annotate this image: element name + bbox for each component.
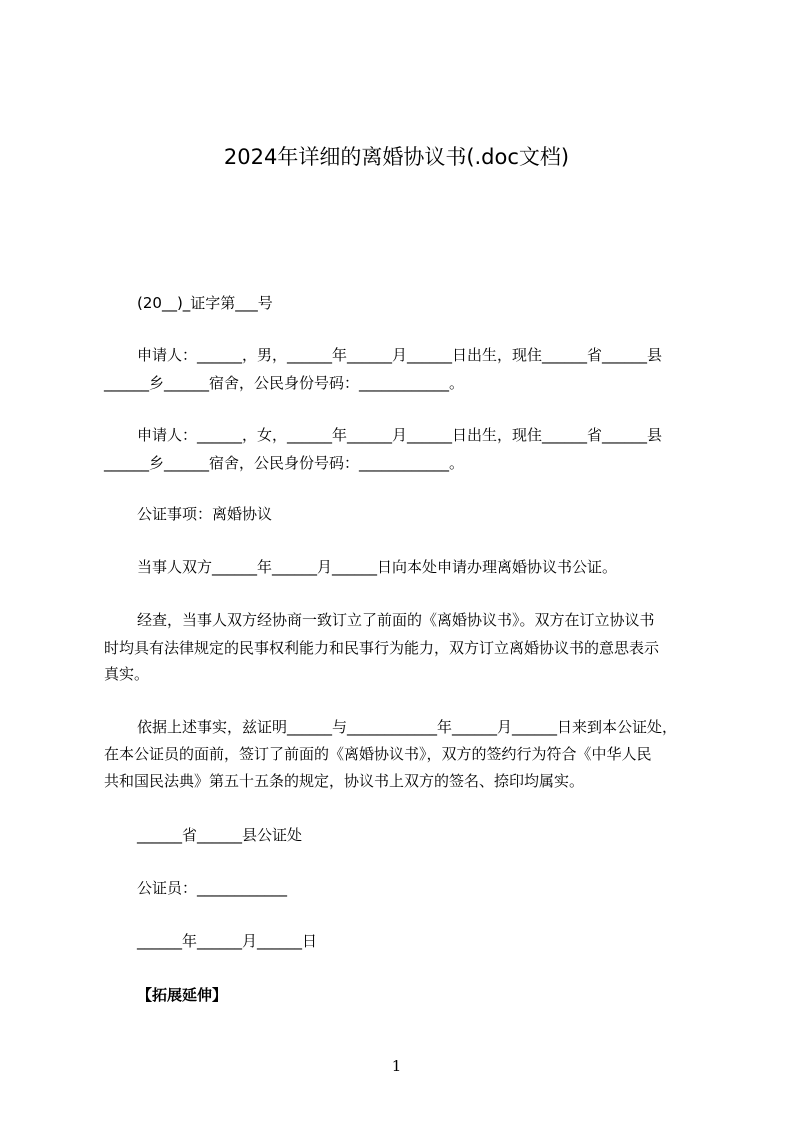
document-date: ______年______月______日: [137, 932, 318, 950]
notarization-matter: 公证事项：离婚协议: [137, 505, 273, 523]
findings-line2: 时均具有法律规定的民事权利能力和民事行为能力，双方订立离婚协议书的意思表示: [104, 639, 660, 657]
findings-line3: 真实。: [104, 665, 150, 683]
page-number: 1: [391, 1057, 402, 1075]
extension-heading: 【拓展延伸】: [137, 986, 228, 1004]
applicant1-line1: 申请人：______，男，______年______月______日出生，现住______省______县: [137, 346, 663, 364]
notary-office: ______省______县公证处: [137, 826, 303, 844]
proof-line3: 共和国民法典》第五十五条的规定，协议书上双方的签名、捺印均属实。: [104, 772, 585, 790]
certificate-number: (20__)_证字第___号: [137, 294, 273, 312]
application-statement: 当事人双方______年______月______日向本处申请办理离婚协议书公证。: [137, 558, 618, 576]
applicant2-line2: ______乡______宿舍，公民身份号码：____________。: [104, 454, 465, 472]
applicant2-line1: 申请人：______，女，______年______月______日出生，现住______省______县: [137, 426, 663, 444]
proof-line2: 在本公证员的面前，签订了前面的《离婚协议书》，双方的签约行为符合《中华人民: [104, 745, 652, 763]
document-title: 2024年详细的离婚协议书(.doc文档): [223, 145, 570, 169]
findings-line1: 经查，当事人双方经协商一致订立了前面的《离婚协议书》。双方在订立协议书: [137, 611, 655, 629]
applicant1-line2: ______乡______宿舍，公民身份号码：____________。: [104, 374, 465, 392]
notary-officer: 公证员：____________: [137, 879, 288, 897]
proof-line1: 依据上述事实，兹证明______与____________年______月______日来到本公证处，: [137, 718, 678, 736]
